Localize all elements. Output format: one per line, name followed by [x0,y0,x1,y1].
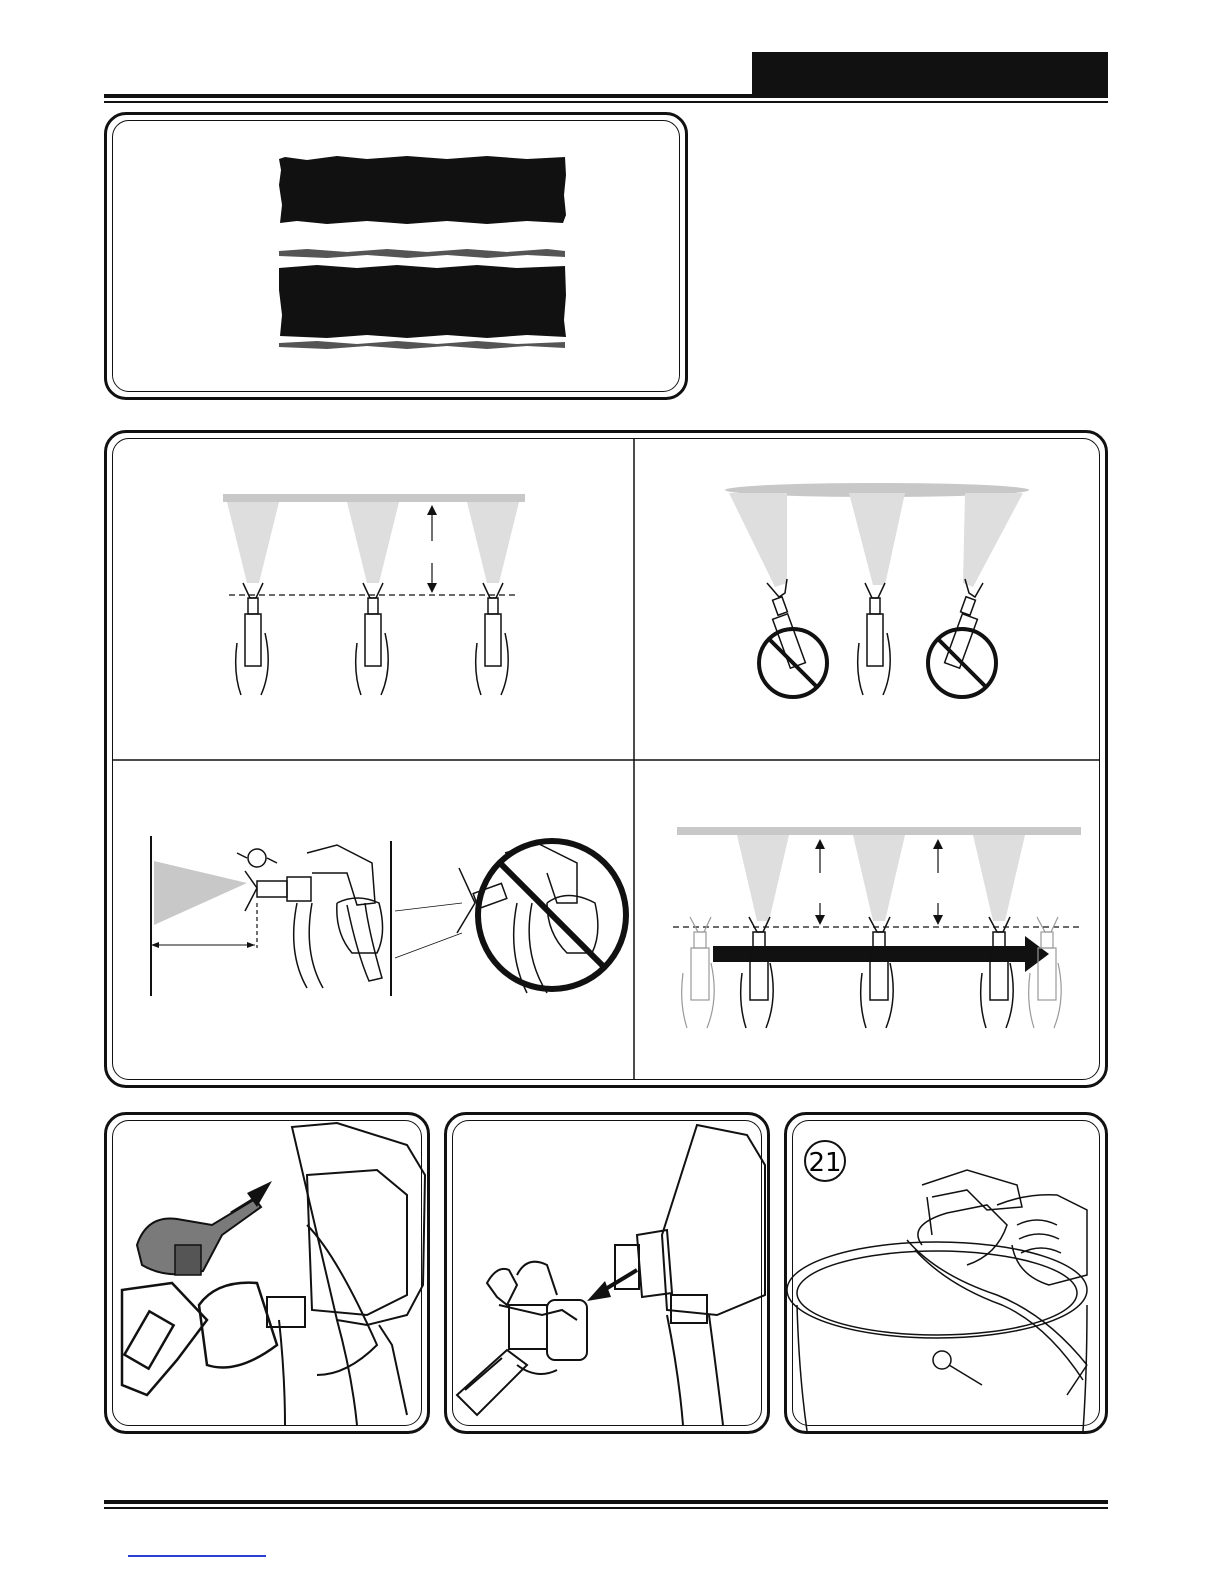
footer-link-underline[interactable] [128,1555,266,1557]
footer-rule [104,1500,1108,1504]
step-panel-remove-tip [444,1112,770,1434]
incorrect-arcing-wrist-icon [725,483,1029,697]
paint-stroke-comparison-icon [107,115,685,397]
gun-hose-in-bucket-icon [787,1115,1105,1431]
correct-parallel-spray-distance-icon [223,494,525,695]
section-header-tab [752,52,1108,94]
footer-rule-thin [104,1507,1108,1509]
keep-gun-perpendicular-icon [151,836,626,996]
header-rule [104,94,1108,98]
overlap-strokes-continuous-motion-icon [673,827,1081,1028]
remove-tip-guard-icon [107,1115,427,1431]
step-number-badge: 21 [808,1148,842,1178]
stroke-comparison-panel [104,112,688,400]
step-panel-remove-tip-guard [104,1112,430,1434]
header-rule-thin [104,101,1108,103]
remove-tip-from-gun-icon [447,1115,767,1431]
spray-technique-grid [104,430,1108,1088]
step-panel-gun-bucket [784,1112,1108,1434]
